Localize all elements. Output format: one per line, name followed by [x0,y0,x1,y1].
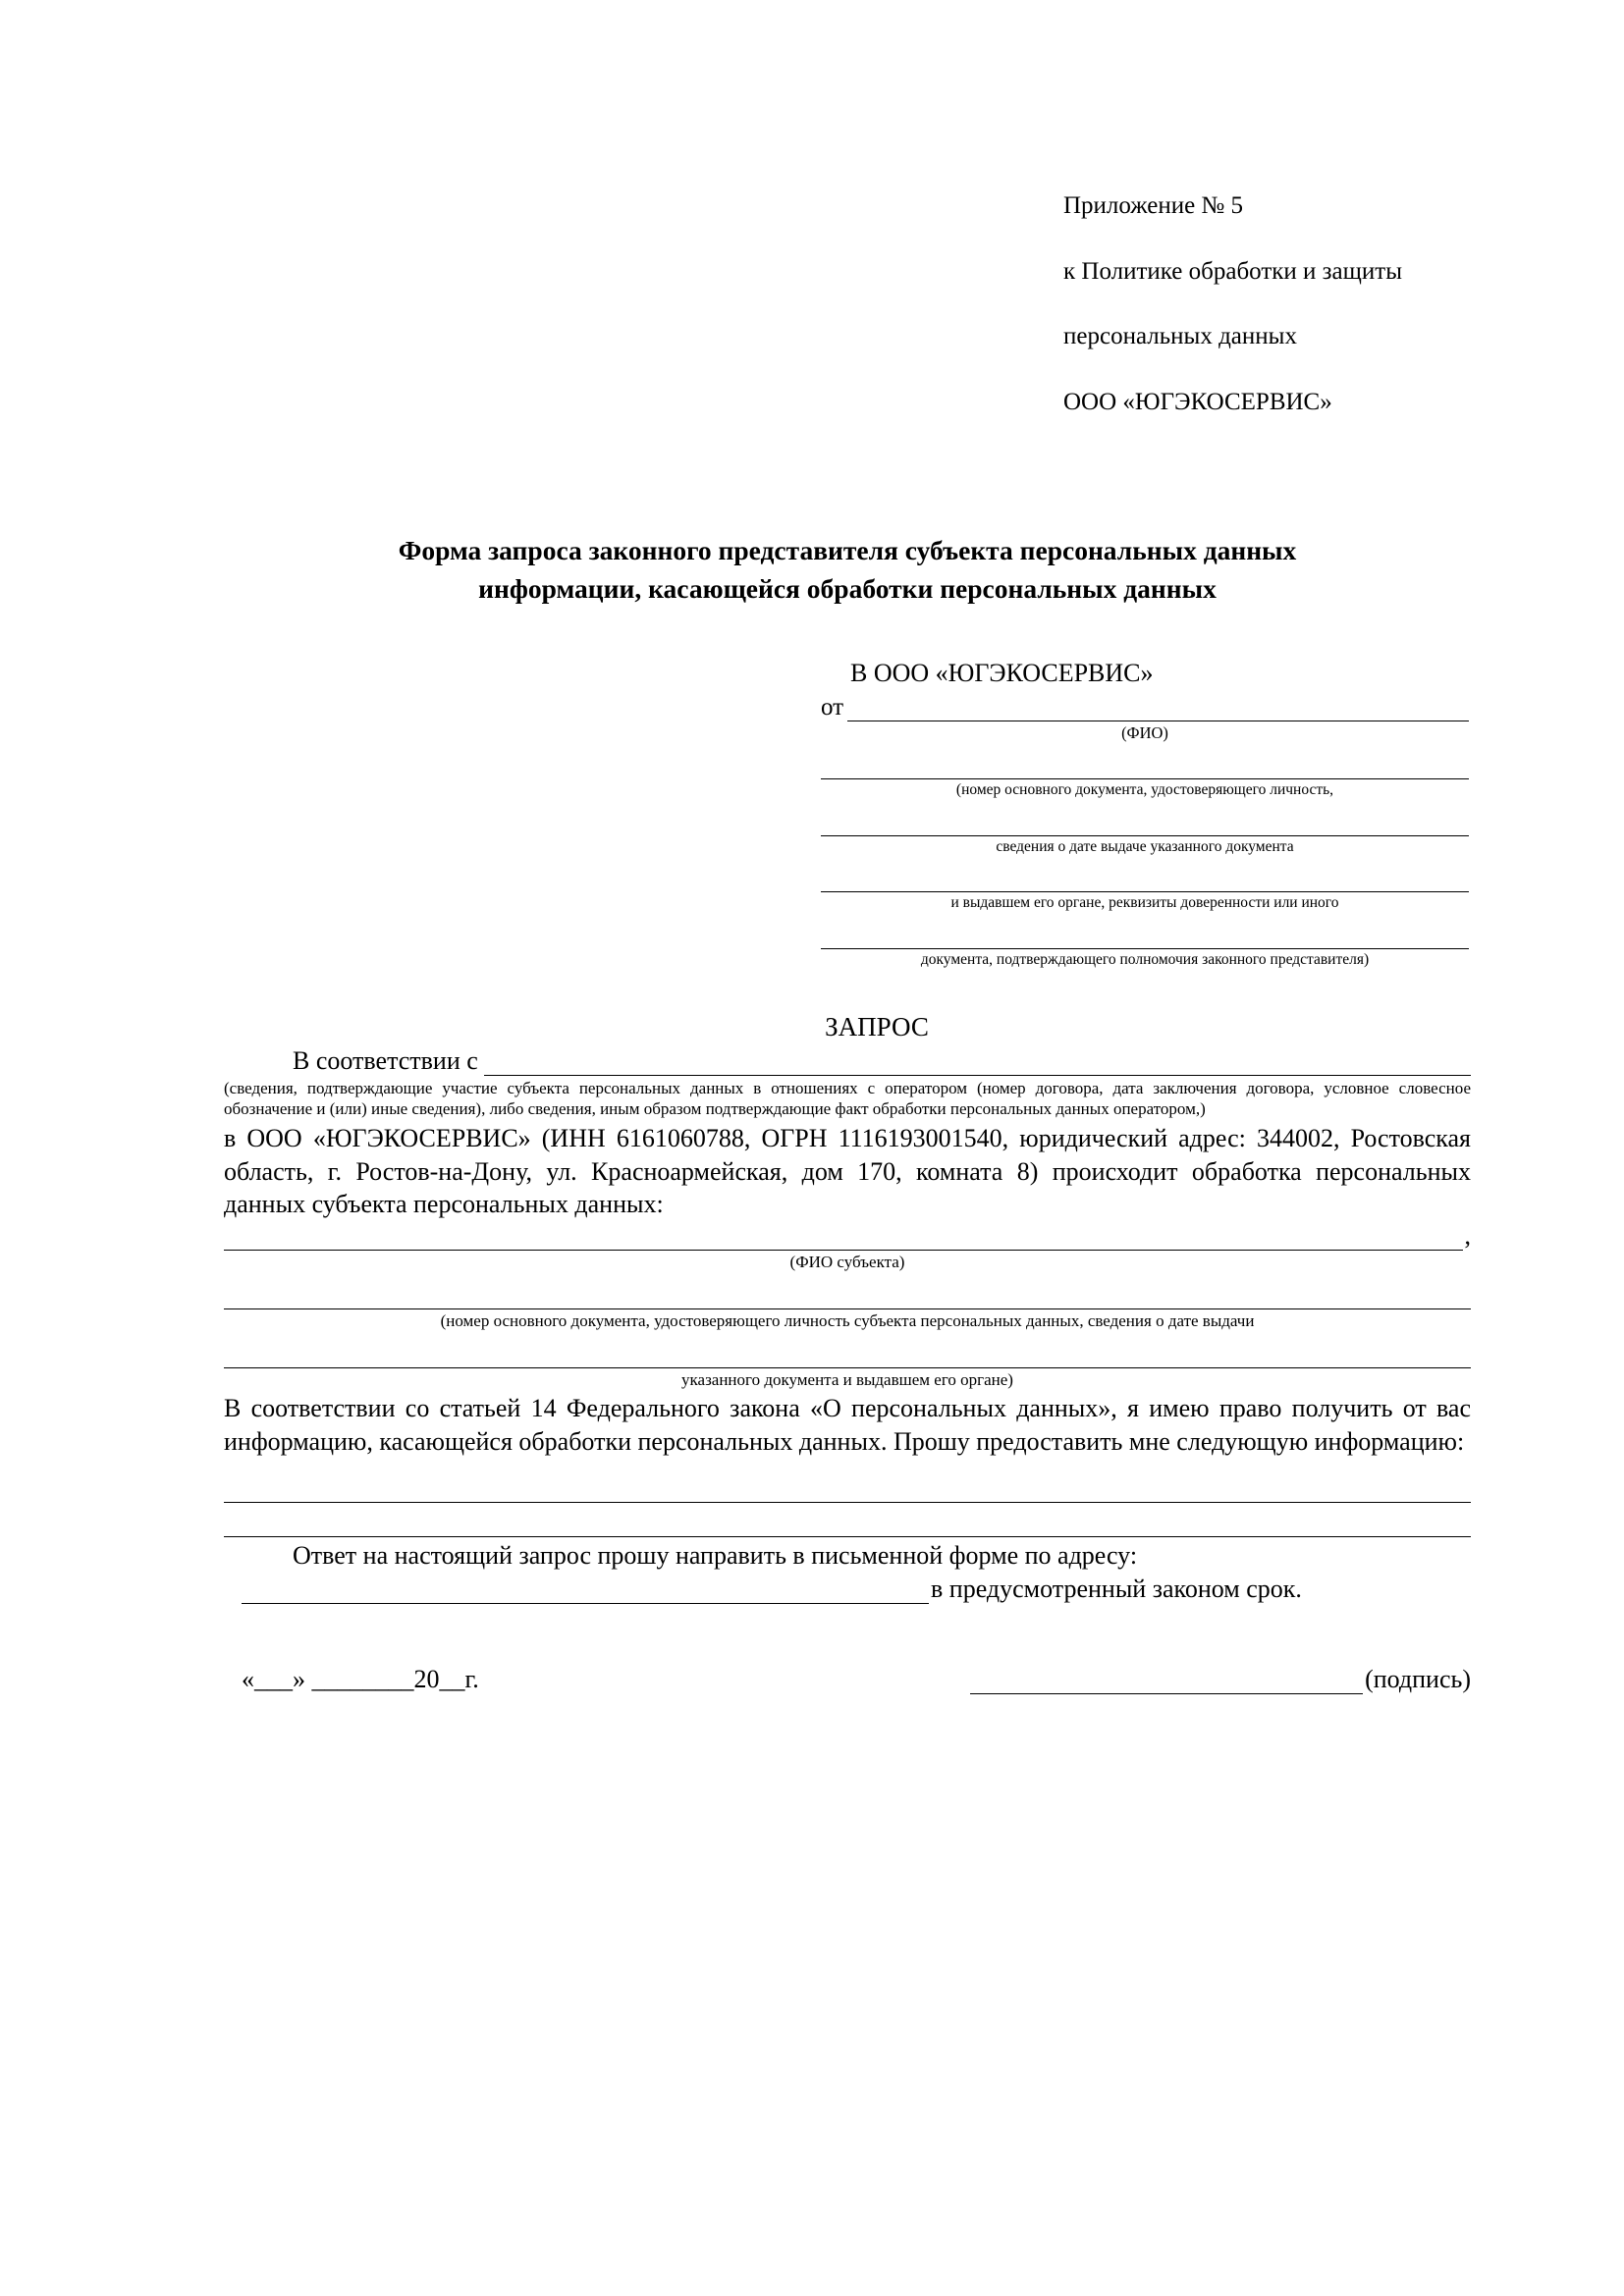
signature-label: (подпись) [1365,1664,1471,1693]
page-title [224,531,1471,608]
subject-document-caption-2: указанного документа и выдавшем его органе) [681,1369,1013,1389]
operator-body-paragraph: в ООО «ЮГЭКОСЕРВИС» (ИНН 6161060788, ОГРН 1116193001540, юридический адрес: 344002, Ростовская область, г. Ростов-на-Дону, ул. Красноармейская, дом 170, комната 8) происходит обработка персональных данных субъекта персональных данных: [224,1123,1471,1219]
appendix-policy-line-1: к Политике обработки и защиты [1063,257,1403,285]
in-accordance-row [224,1046,1471,1076]
subject-document-input-line[interactable] [224,1279,1471,1309]
authority-input-line[interactable] [821,919,1469,949]
in-accordance-note: (сведения, подтверждающие участие субъекта персональных данных в отношениях с оператором (номер договора, дата заключения договора, условное словесное обозначение и (или) иные сведения), либо сведения, иным образом подтверждающие факт обработки персональных данных оператором,) [224,1079,1471,1119]
subject-fio-comma: , [1464,1221,1471,1251]
issuer-caption: и выдавшем его органе, реквизиты доверенности или иного [950,894,1339,912]
addressee-block [821,657,1469,969]
page-title-line-1: Форма запроса законного представителя субъекта персональных данных [398,535,1297,566]
requested-info-line-1[interactable] [224,1468,1471,1503]
addressee-organization: В ООО «ЮГЭКОСЕРВИС» [850,659,1154,688]
footer-row [224,1665,1471,1694]
from-row [821,694,1469,721]
fio-caption: (ФИО) [1121,723,1168,743]
appendix-company: ООО «ЮГЭКОСЕРВИС» [1063,388,1332,415]
fio-input-line[interactable] [847,699,1469,721]
date-field[interactable]: «___» ________20__г. [242,1664,479,1693]
issuer-input-line[interactable] [821,862,1469,892]
appendix-header [1063,157,1471,451]
answer-address-row [224,1575,1471,1604]
signature-input-line[interactable] [970,1670,1363,1694]
spacer [224,1459,1471,1468]
appendix-number: Приложение № 5 [1063,192,1244,220]
in-accordance-label: В соответствии с [293,1046,478,1076]
law-paragraph: В соответствии со статьей 14 Федерального закона «О персональных данных», я имею право получить от вас информацию, касающейся обработки персональных данных. Прошу предоставить мне следующую информацию: [224,1394,1471,1457]
document-number-input-line[interactable] [821,749,1469,779]
subject-document-input-line-2[interactable] [224,1338,1471,1368]
request-heading: ЗАПРОС [825,1012,929,1042]
issue-date-caption: сведения о дате выдаче указанного документа [996,837,1294,855]
issue-date-input-line[interactable] [821,806,1469,836]
answer-address-tail: в предусмотренный законом срок. [931,1574,1302,1603]
answer-address-input-line[interactable] [242,1577,929,1604]
from-label: от [821,694,844,721]
page-title-line-2: информации, касающейся обработки персональных данных [478,573,1217,605]
answer-paragraph: Ответ на настоящий запрос прошу направить в письменной форме по адресу: [293,1540,1138,1570]
subject-document-caption: (номер основного документа, удостоверяющего личность субъекта персональных данных, сведения о дате выдачи [440,1310,1255,1330]
appendix-policy-line-2: персональных данных [1063,323,1297,350]
subject-fio-row [224,1221,1471,1251]
document-number-caption: (номер основного документа, удостоверяющего личность, [955,780,1334,798]
subject-fio-input-line[interactable] [224,1228,1463,1251]
authority-caption: документа, подтверждающего полномочия законного представителя) [920,950,1370,968]
subject-fio-caption: (ФИО субъекта) [789,1253,905,1272]
in-accordance-input-line[interactable] [484,1053,1471,1076]
requested-info-line-2[interactable] [224,1503,1471,1537]
document-content [224,157,1471,1694]
